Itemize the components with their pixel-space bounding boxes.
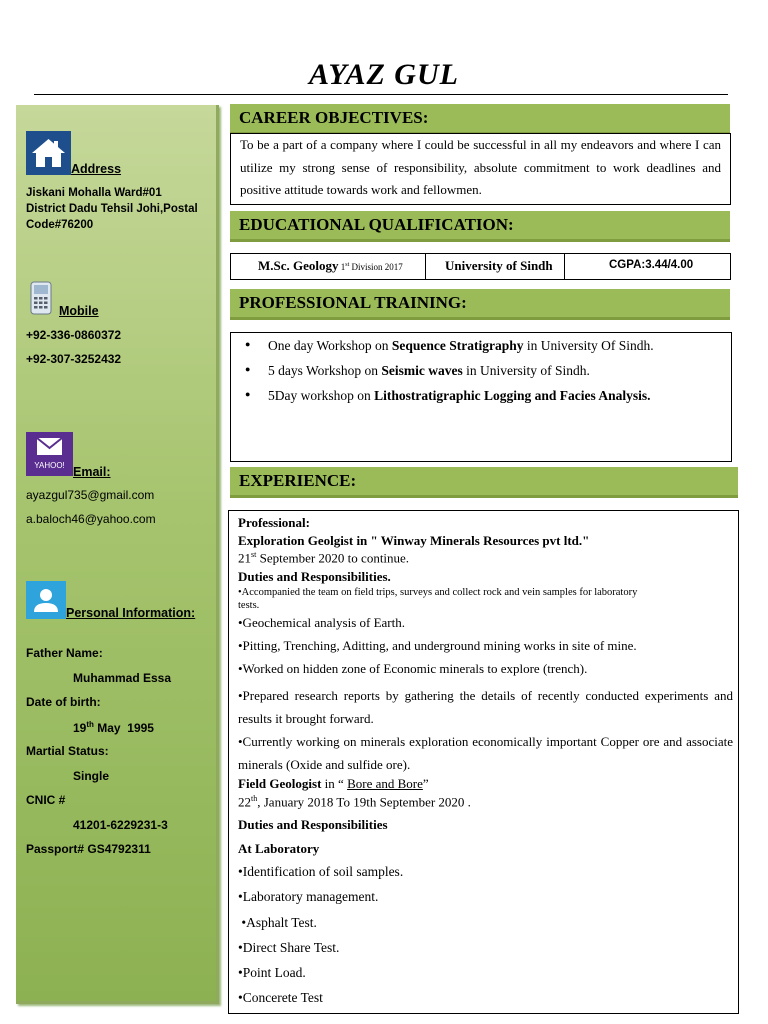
training-item	[231, 388, 731, 413]
training-box	[230, 332, 732, 462]
education-table	[230, 253, 731, 280]
career-objectives-title: CAREER OBJECTIVES:	[239, 108, 429, 127]
address-heading: Address	[71, 162, 122, 176]
experience-box	[228, 510, 739, 1014]
education-header	[230, 211, 730, 242]
professional-label: Professional:	[238, 515, 310, 530]
training-item-place: in University of Sindh.	[462, 363, 590, 378]
training-header	[230, 289, 730, 320]
lab-item: •Direct Share Test.	[238, 940, 340, 955]
training-list	[231, 338, 731, 413]
job2-duties-label: Duties and Responsibilities	[238, 817, 388, 832]
training-item-topic: Seismic waves	[381, 363, 463, 378]
address-line-2: District Dadu Tehsil Johi,Postal	[26, 203, 198, 215]
email-address-2: a.baloch46@yahoo.com	[26, 512, 156, 526]
job1-date-day: 21	[238, 550, 251, 566]
dob-month-year: May 1995	[93, 721, 154, 735]
training-item-topic: Lithostratigraphic Logging and Facies Analysis.	[374, 388, 651, 403]
training-item-text: 5Day workshop on	[268, 388, 375, 403]
training-item	[231, 338, 731, 363]
lab-item: •Identification of soil samples.	[238, 864, 404, 879]
job2-quote-close: ”	[422, 776, 429, 791]
division-year: Division 2017	[349, 262, 403, 272]
job1-duties-label: Duties and Responsibilities.	[238, 569, 391, 584]
training-item-text: 5 days Workshop on	[268, 363, 382, 378]
dob-label: Date of birth:	[26, 695, 101, 709]
job2-title-line	[238, 776, 733, 792]
address-line-1: Jiskani Mohalla Ward#01	[26, 187, 162, 199]
email-heading: Email:	[73, 465, 111, 479]
job2-date-day: 22	[238, 794, 251, 810]
experience-title: EXPERIENCE:	[239, 471, 357, 490]
yahoo-mail-icon	[26, 432, 73, 476]
mobile-heading: Mobile	[59, 304, 99, 318]
dob-day: 19	[73, 721, 87, 735]
training-item-topic: Sequence Stratigraphy	[391, 338, 524, 353]
division-suffix: st	[345, 262, 350, 268]
mobile-phone-icon	[30, 281, 52, 315]
address-line-3: Code#76200	[26, 219, 94, 231]
job1-date-rest: September 2020 to continue.	[256, 550, 410, 566]
job1-title: Exploration Geolgist in " Winway Minerals Resources pvt ltd."	[238, 533, 590, 548]
job1-duty-fieldwork: •Accompanied the team on field trips, surveys and collect rock and vein samples for laboratory tests.	[238, 587, 638, 611]
yahoo-logo-text: YAHOO!	[34, 461, 65, 470]
job2-company: Bore and Bore	[347, 776, 423, 791]
career-objectives-box	[230, 133, 731, 205]
father-name-label: Father Name:	[26, 646, 103, 660]
job2-date-rest: , January 2018 To 19th September 2020 .	[257, 794, 471, 810]
father-name-value: Muhammad Essa	[73, 671, 172, 685]
job1-duty: •Worked on hidden zone of Economic minerals to explore (trench).	[238, 661, 588, 676]
lab-item: •Point Load.	[238, 965, 306, 980]
university-name: University of Sindh	[445, 258, 553, 273]
education-cgpa-cell	[565, 254, 730, 279]
education-title: EDUCATIONAL QUALIFICATION:	[239, 215, 514, 234]
education-university-cell	[426, 254, 565, 279]
training-item-text: One day Workshop on	[268, 338, 392, 353]
mobile-number-2: +92-307-3252432	[26, 352, 122, 366]
candidate-name: AYAZ GUL	[309, 58, 459, 91]
lab-item: •Concerete Test	[238, 990, 323, 1005]
contact-sidebar	[16, 105, 219, 1004]
job1-duty: •Prepared research reports by gathering the details of recently conducted experiments and results it brought forward.	[238, 688, 733, 726]
job1-duty: •Currently working on minerals exploration economically important Copper ore and associate minerals (Oxide and sulfide ore).	[238, 734, 733, 772]
training-item	[231, 363, 731, 388]
lab-label: At Laboratory	[238, 841, 320, 856]
job2-date	[238, 794, 733, 810]
job1-duty: •Geochemical analysis of Earth.	[238, 615, 405, 630]
personal-info-heading: Personal Information:	[66, 606, 196, 620]
email-address-1: ayazgul735@gmail.com	[26, 488, 155, 502]
division-number: 1	[340, 262, 346, 272]
career-objectives-text: To be a part of a company where I could be successful in all my endeavors and where I can utilize my strong sense of responsibility, absolute commitment to work deadlines and positive attitude towards work and fellowmen.	[240, 137, 721, 197]
lab-item: •Laboratory management.	[238, 889, 379, 904]
marital-status-label: Martial Status:	[26, 744, 109, 758]
degree-name: M.Sc. Geology	[258, 258, 339, 273]
dob-suffix: th	[86, 720, 94, 729]
experience-header	[230, 467, 738, 498]
cgpa-value: CGPA:3.44/4.00	[609, 259, 694, 271]
lab-item: •Asphalt Test.	[238, 915, 317, 930]
marital-status-value: Single	[73, 769, 110, 783]
job2-in: in “	[321, 776, 348, 791]
dob-value	[73, 720, 154, 735]
education-degree-cell	[231, 254, 426, 279]
passport-number: Passport# GS4792311	[26, 842, 151, 856]
training-title: PROFESSIONAL TRAINING:	[239, 293, 467, 312]
cnic-label: CNIC #	[26, 793, 66, 807]
cnic-value: 41201-6229231-3	[73, 818, 168, 832]
career-objectives-header	[230, 104, 730, 135]
name-divider	[34, 94, 728, 95]
job1-date	[238, 550, 733, 566]
home-icon	[26, 131, 71, 175]
division-text	[339, 262, 403, 272]
training-item-place: in University Of Sindh.	[523, 338, 654, 353]
job2-date-suffix: th	[251, 794, 258, 803]
job2-title: Field Geologist	[238, 776, 322, 791]
job1-duty: •Pitting, Trenching, Aditting, and underground mining works in site of mine.	[238, 638, 637, 653]
job1-date-suffix: st	[251, 550, 257, 559]
mobile-number-1: +92-336-0860372	[26, 328, 122, 342]
person-icon	[26, 581, 66, 619]
